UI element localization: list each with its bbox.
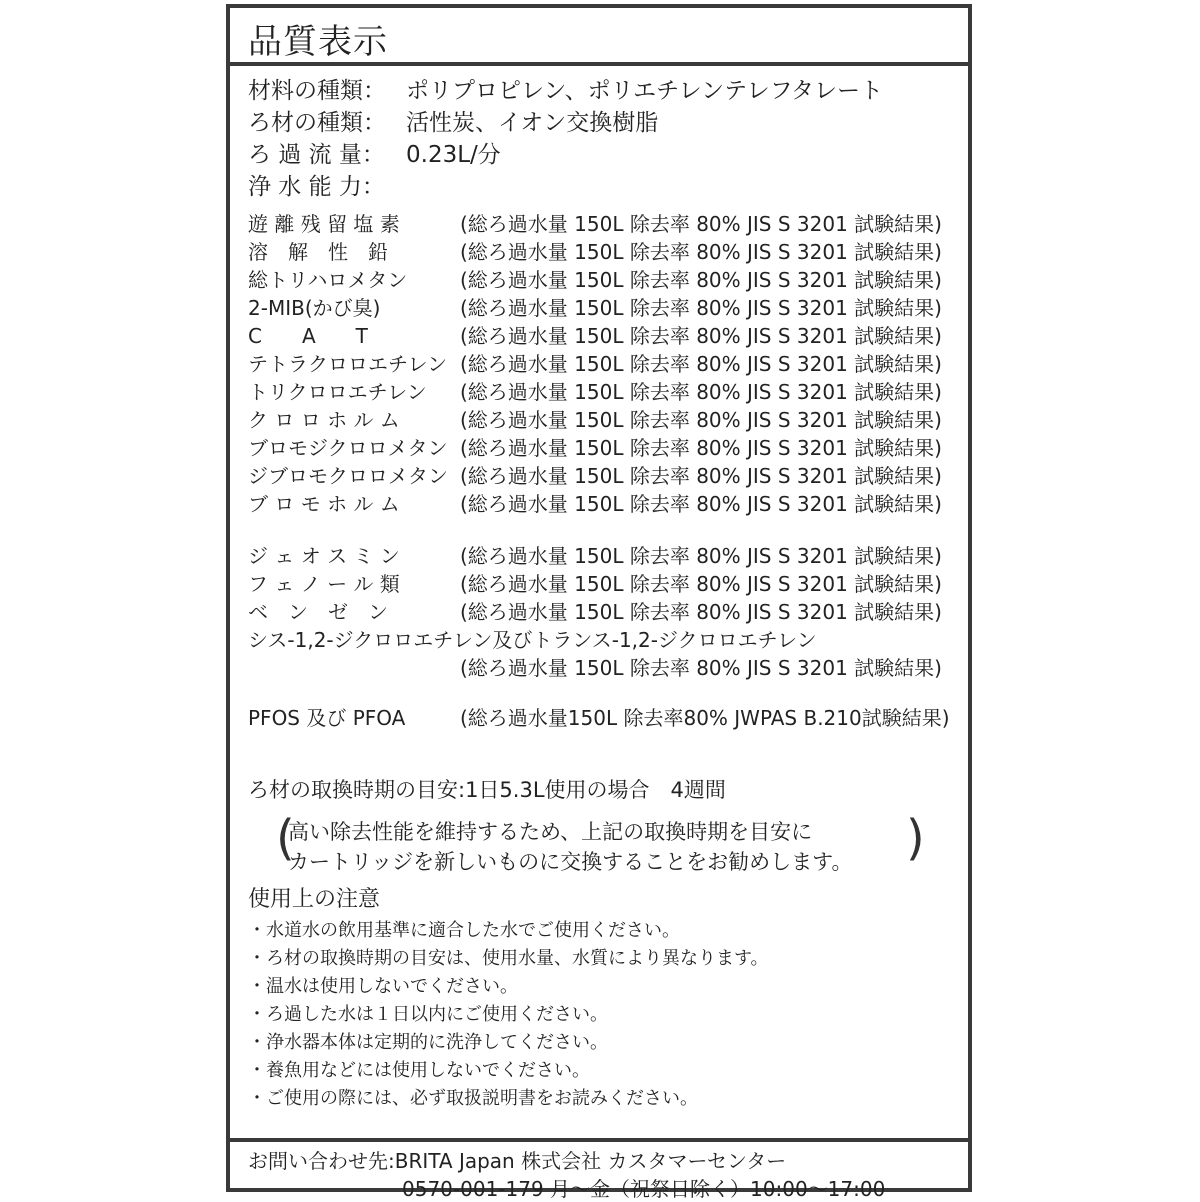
replacement-guideline: ろ材の取換時期の目安:1日5.3L使用の場合 4週間 (248, 778, 726, 802)
substance-result: (総ろ過水量 150L 除去率 80% JIS S 3201 試験結果) (460, 240, 942, 264)
substance-result: (総ろ過水量 150L 除去率 80% JIS S 3201 試験結果) (460, 436, 942, 460)
substance-row (248, 568, 942, 596)
substance-row (248, 488, 942, 516)
open-paren-glyph: ( (276, 810, 295, 866)
substance-name: ベ ン ゼ ン (248, 600, 388, 624)
substance-name: PFOS 及び PFOA (248, 706, 406, 730)
substance-result: (総ろ過水量 150L 除去率 80% JIS S 3201 試験結果) (460, 464, 942, 488)
spec-purification (248, 168, 406, 201)
substance-name: フ ェ ノ ー ル 類 (248, 572, 400, 596)
substance-name: 2-MIB(かび臭) (248, 296, 381, 320)
substance-result: (総ろ過水量150L 除去率80% JWPAS B.210試験結果) (460, 706, 950, 730)
contact-line-1: お問い合わせ先:BRITA Japan 株式会社 カスタマーセンター (248, 1149, 787, 1173)
title-band (230, 8, 968, 66)
replacement-note-line: 高い除去性能を維持するため、上記の取換時期を目安に (288, 820, 813, 844)
contact-line-2: 0570-001-179 月〜金（祝祭日除く）10:00〜17:00 (402, 1177, 886, 1201)
spec-flow-rate (248, 136, 501, 169)
substance-result: (総ろ過水量 150L 除去率 80% JIS S 3201 試験結果) (460, 212, 942, 236)
substance-row (248, 432, 942, 460)
spec-key: ろ 過 流 量： (248, 142, 385, 168)
spec-value: 0.23L/分 (406, 142, 501, 168)
substance-row (248, 348, 942, 376)
substance-result: (総ろ過水量 150L 除去率 80% JIS S 3201 試験結果) (460, 296, 942, 320)
spec-material (248, 72, 883, 105)
substance-row (248, 460, 942, 488)
spec-value: 活性炭、イオン交換樹脂 (406, 110, 659, 136)
replacement-note-line: カートリッジを新しいものに交換することをお勧めします。 (288, 850, 853, 874)
caution-item: ・水道水の飲用基準に適合した水でご使用ください。 (248, 920, 680, 941)
caution-item: ・ろ材の取換時期の目安は、使用水量、水質により異なります。 (248, 948, 769, 969)
substance-result: (総ろ過水量 150L 除去率 80% JIS S 3201 試験結果) (460, 600, 942, 624)
substance-row (248, 236, 942, 264)
quality-label-panel (226, 4, 972, 1201)
spec-value: ポリプロピレン、ポリエチレンテレフタレート (406, 78, 884, 104)
substance-name: ジ ェ オ ス ミ ン (248, 544, 400, 568)
substance-row (248, 208, 942, 236)
spec-key: 材料の種類： (248, 78, 386, 104)
substance-name: テトラクロロエチレン (248, 352, 448, 376)
substance-row (248, 376, 942, 404)
spec-filter-media (248, 104, 658, 137)
substance-name: 遊 離 残 留 塩 素 (248, 212, 400, 236)
footer-divider (230, 1138, 968, 1142)
substance-result: (総ろ過水量 150L 除去率 80% JIS S 3201 試験結果) (460, 492, 942, 516)
substance-result: (総ろ過水量 150L 除去率 80% JIS S 3201 試験結果) (460, 380, 942, 404)
substance-row (248, 596, 942, 624)
substance-name: ク ロ ロ ホ ル ム (248, 408, 400, 432)
close-paren-glyph: ) (906, 810, 925, 866)
substance-result: (総ろ過水量 150L 除去率 80% JIS S 3201 試験結果) (460, 324, 942, 348)
substance-row (248, 320, 942, 348)
substance-row (248, 540, 942, 568)
substance-name: トリクロロエチレン (248, 380, 427, 404)
dce-substance-name: シス-1,2-ジクロロエチレン及びトランス-1,2-ジクロロエチレン (248, 628, 817, 652)
substance-result: (総ろ過水量 150L 除去率 80% JIS S 3201 試験結果) (460, 544, 942, 568)
substance-row (248, 292, 942, 320)
caution-item: ・浄水器本体は定期的に洗浄してください。 (248, 1032, 608, 1053)
substance-name: 総トリハロメタン (248, 268, 408, 292)
substance-result: (総ろ過水量 150L 除去率 80% JIS S 3201 試験結果) (460, 572, 942, 596)
substance-result: (総ろ過水量 150L 除去率 80% JIS S 3201 試験結果) (460, 268, 942, 292)
pfos-row (248, 702, 950, 730)
substance-result: (総ろ過水量 150L 除去率 80% JIS S 3201 試験結果) (460, 408, 942, 432)
caution-title: 使用上の注意 (248, 887, 381, 912)
substance-row (248, 264, 942, 292)
substance-name: ブロモジクロロメタン (248, 436, 448, 460)
caution-item: ・温水は使用しないでください。 (248, 976, 518, 997)
caution-item: ・ろ過した水は１日以内にご使用ください。 (248, 1004, 608, 1025)
substance-row (248, 404, 942, 432)
dce-substance-result-line (248, 652, 942, 680)
label-title: 品質表示 (248, 22, 388, 62)
substance-result: (総ろ過水量 150L 除去率 80% JIS S 3201 試験結果) (460, 656, 942, 680)
spec-key: 浄 水 能 力： (248, 174, 385, 200)
substance-name: C A T (248, 324, 368, 348)
caution-item: ・養魚用などには使用しないでください。 (248, 1060, 590, 1081)
substance-name: 溶 解 性 鉛 (248, 240, 388, 264)
caution-item: ・ご使用の際には、必ず取扱説明書をお読みください。 (248, 1088, 698, 1109)
substance-name: ブ ロ モ ホ ル ム (248, 492, 400, 516)
substance-name: ジブロモクロロメタン (248, 464, 448, 488)
spec-key: ろ材の種類： (248, 110, 386, 136)
substance-result: (総ろ過水量 150L 除去率 80% JIS S 3201 試験結果) (460, 352, 942, 376)
